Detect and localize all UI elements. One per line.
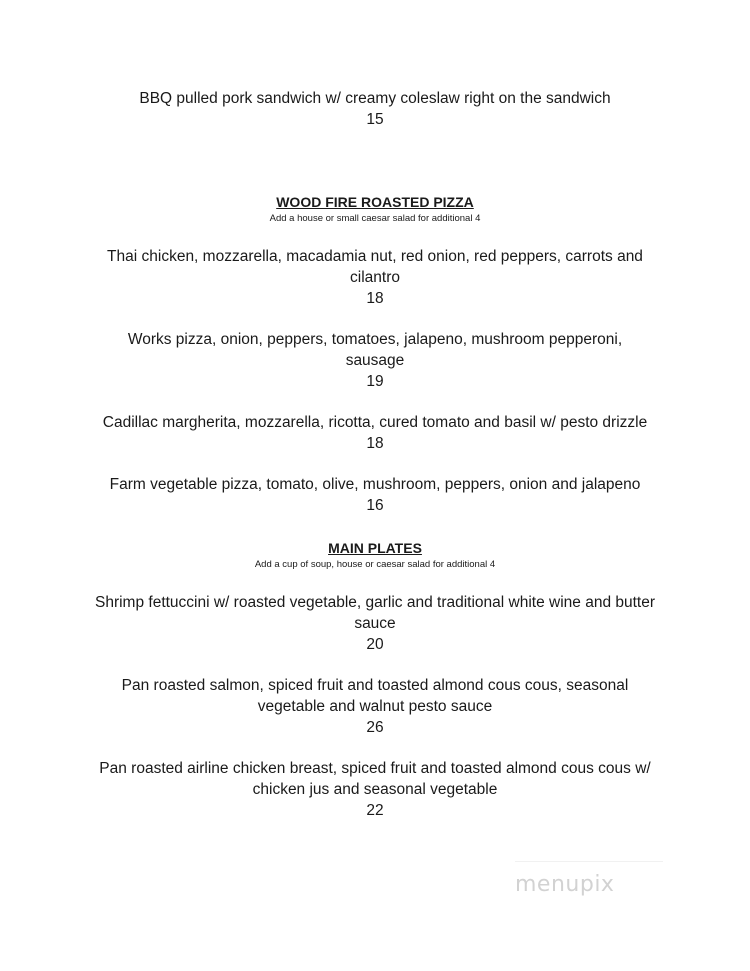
menu-item-bbq-sandwich <box>75 88 675 130</box>
menu-item-description: Pan roasted airline chicken breast, spiced fruit and toasted almond cous cous w/ chicken jus and seasonal vegetable <box>99 760 651 798</box>
watermark-divider <box>515 861 663 862</box>
menu-item-description: Works pizza, onion, peppers, tomatoes, jalapeno, mushroom pepperoni, sausage <box>127 331 623 369</box>
section-note-main-plates: Add a cup of soup, house or caesar salad for additional 4 <box>254 559 496 570</box>
menu-item-price: 22 <box>366 802 384 819</box>
menu-item-price: 26 <box>366 719 384 736</box>
menu-item-price: 15 <box>366 111 384 128</box>
menu-item-description: BBQ pulled pork sandwich w/ creamy coleslaw right on the sandwich <box>139 90 611 107</box>
section-note-pizza: Add a house or small caesar salad for additional 4 <box>269 213 481 224</box>
menu-item-description: Farm vegetable pizza, tomato, olive, mushroom, peppers, onion and jalapeno <box>109 476 641 493</box>
section-heading-pizza: WOOD FIRE ROASTED PIZZA <box>276 194 474 210</box>
menu-item-price: 19 <box>366 373 384 390</box>
section-heading-main-plates: MAIN PLATES <box>328 540 422 556</box>
menu-item-cadillac-margherita <box>60 412 690 454</box>
menu-item-description: Cadillac margherita, mozzarella, ricotta, cured tomato and basil w/ pesto drizzle <box>102 414 648 431</box>
menu-item-description: Pan roasted salmon, spiced fruit and toasted almond cous cous, seasonal vegetable and walnut pesto sauce <box>121 677 629 715</box>
menu-item-price: 16 <box>366 497 384 514</box>
menu-item-price: 18 <box>366 435 384 452</box>
menu-item-description: Thai chicken, mozzarella, macadamia nut, red onion, red peppers, carrots and cilantro <box>107 248 643 286</box>
menu-item-pan-roasted-salmon <box>100 675 650 738</box>
menu-item-price: 18 <box>366 290 384 307</box>
menu-item-works-pizza <box>110 329 640 392</box>
menu-item-farm-vegetable-pizza <box>75 474 675 516</box>
menupix-watermark <box>515 858 665 914</box>
menu-item-shrimp-fettuccini <box>90 592 660 655</box>
menu-item-price: 20 <box>366 636 384 653</box>
menu-item-airline-chicken <box>90 758 660 821</box>
menu-item-thai-chicken-pizza <box>90 246 660 309</box>
menu-item-description: Shrimp fettuccini w/ roasted vegetable, garlic and traditional white wine and butter sauce <box>94 594 656 632</box>
watermark-logo-text: menupix <box>515 872 615 897</box>
